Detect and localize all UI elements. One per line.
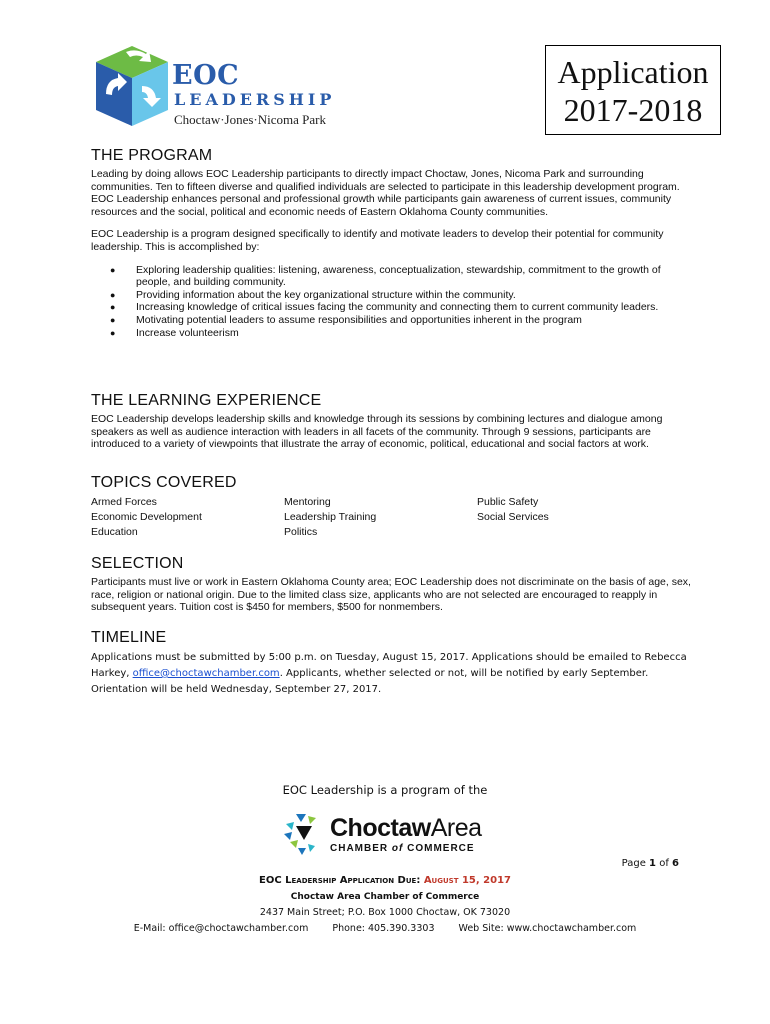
list-item: ● Providing information about the key organizational structure within the community. — [110, 288, 516, 301]
program-heading: THE PROGRAM — [91, 147, 213, 164]
list-item: ● Increasing knowledge of critical issues facing the community and connecting them to current community leaders. — [110, 301, 659, 314]
eoc-leadership-logo — [90, 42, 340, 132]
topics-column-1 — [91, 495, 284, 540]
application-title-box — [545, 45, 721, 135]
application-year: 2017-2018 — [563, 92, 703, 128]
footer-address: 2437 Main Street; P.O. Box 1000 Choctaw, OK 73020 — [259, 907, 511, 918]
program-of-line: EOC Leadership is a program of the — [282, 783, 488, 797]
logo-title: EOC — [172, 60, 240, 91]
topic-item: Public Safety — [477, 496, 539, 508]
topics-table — [91, 495, 691, 540]
selection-section — [91, 555, 691, 614]
topic-item: Leadership Training — [284, 511, 377, 523]
learning-paragraph: EOC Leadership develops leadership skills and knowledge through its sessions by combining lectures and dialogue among speakers as well as audience interaction with leaders in all facets of the community. Through 9 sessions, participants are introduced to a variety of viewpoints that illustrate the array of economic, political, educational and social factors at work. — [91, 413, 663, 451]
learning-heading: THE LEARNING EXPERIENCE — [91, 392, 322, 409]
learning-section — [91, 392, 691, 451]
list-item: ● Motivating potential leaders to assume responsibilities and opportunities inherent in the program — [110, 313, 582, 326]
email-link[interactable]: office@choctawchamber.com — [132, 668, 280, 679]
topic-item: Politics — [284, 526, 318, 538]
chamber-subtitle: CHAMBER of COMMERCE — [330, 843, 475, 854]
selection-paragraph: Participants must live or work in Eastern Oklahoma County area; EOC Leadership does not discriminate on the basis of age, sex, race, religion or national origin. Due to the limited class size, applicants who are not selected are encouraged to reapply in subsequent years. Tuition cost is $450 for members, $500 for nonmembers. — [91, 576, 691, 614]
timeline-paragraph: Applications must be submitted by 5:00 p.m. on Tuesday, August 15, 2017. Applications should be emailed to Rebecca Harkey, office@choctawchamber.com. Applicants, whether selected or not, will be notified by early September. Orientation will be held Wednesday, September 27, 2017. — [91, 652, 687, 695]
timeline-heading: TIMELINE — [91, 629, 167, 646]
footer-organization: Choctaw Area Chamber of Commerce — [290, 892, 480, 902]
chamber-name: ChoctawArea — [330, 814, 482, 842]
logo-towns: Choctaw·Jones·Nicoma Park — [174, 112, 326, 127]
topic-item: Social Services — [477, 511, 549, 523]
chamber-logo-icon — [282, 812, 326, 856]
topic-item: Mentoring — [284, 496, 331, 508]
program-section — [91, 147, 691, 339]
chamber-logo — [282, 812, 492, 856]
selection-heading: SELECTION — [91, 555, 184, 572]
logo-subtitle: LEADERSHIP — [174, 90, 336, 109]
footer-contact: E-Mail: office@choctawchamber.com Phone: 405.390.3303 Web Site: www.choctawchamber.com — [133, 923, 637, 934]
program-paragraph-2: EOC Leadership is a program designed specifically to identify and motivate leaders to develop their potential for community leadership. This is accomplished by: — [91, 228, 664, 253]
page-number: Page 1 of 6 — [621, 858, 679, 869]
footer — [0, 873, 770, 937]
topics-column-2 — [284, 495, 477, 540]
topic-item: Armed Forces — [91, 496, 157, 508]
program-bullet-list — [91, 264, 691, 340]
footer-due-line: EOC Leadership Application Due: August 15, 2017 — [258, 875, 511, 886]
topic-item: Education — [91, 526, 138, 538]
program-paragraph-1: Leading by doing allows EOC Leadership participants to directly impact Choctaw, Jones, Nicoma Park and surrounding communities. Ten to fifteen diverse and qualified individuals are selected to participate in this leadership development program. EOC Leadership enhances personal and professional growth while participants gain awareness of current issues, community resources and the social, political and economic needs of Eastern Oklahoma County communities. — [91, 168, 680, 218]
topics-column-3 — [477, 495, 670, 540]
logo-cube-icon — [90, 42, 174, 130]
list-item: ● Exploring leadership qualities: listening, awareness, conceptualization, stewardship, commitment to the growth of people, and building community. — [110, 263, 661, 289]
timeline-section — [91, 629, 691, 698]
topic-item: Economic Development — [91, 511, 202, 523]
list-item: ● Increase volunteerism — [110, 326, 239, 339]
topics-section — [91, 474, 691, 540]
topics-heading: TOPICS COVERED — [91, 474, 237, 491]
application-title: Application — [557, 54, 709, 90]
